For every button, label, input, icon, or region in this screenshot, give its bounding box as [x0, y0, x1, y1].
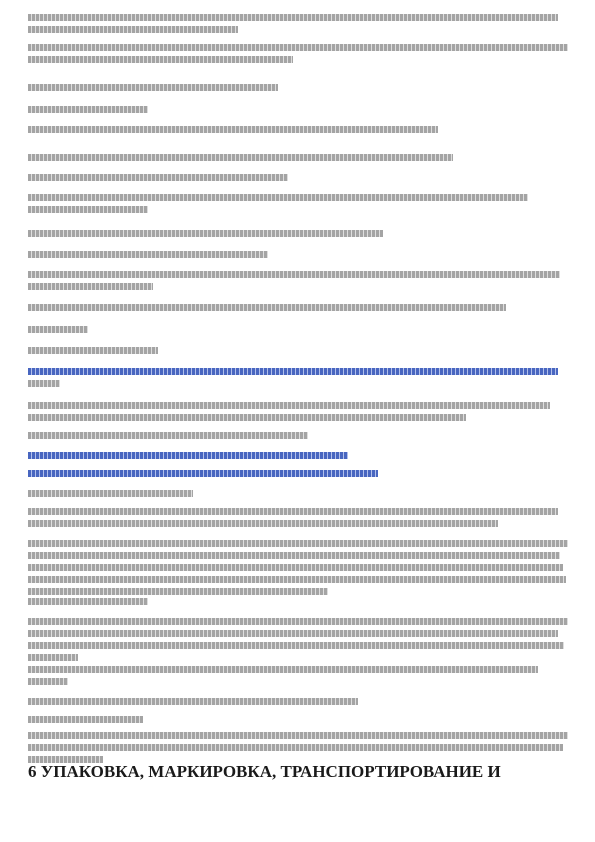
paragraph-manometer [28, 368, 568, 392]
paragraph-foam-barrel [28, 194, 568, 218]
paragraph-2 [28, 44, 568, 68]
paragraph-capacity [28, 347, 568, 359]
subsection-title-5-5-2 [28, 490, 568, 502]
subsection-title-5-5-3 [28, 598, 568, 610]
paragraph-setup [28, 540, 568, 600]
paragraph-1 [28, 14, 568, 38]
subsection-title-5-5 [28, 84, 568, 96]
subsection-title-5-5-4 [28, 716, 568, 728]
subsection-title-5-5-1 [28, 106, 568, 118]
paragraph-hose [28, 326, 568, 338]
section-heading: 6 УПАКОВКА, МАРКИРОВКА, ТРАНСПОРТИРОВАНИЕ И [28, 762, 501, 781]
paragraph-repeat [28, 698, 568, 710]
paragraph-procedure [28, 618, 568, 666]
paragraph-water [28, 470, 568, 482]
paragraph-crucible [28, 402, 568, 426]
paragraph-pump [28, 304, 568, 316]
figure-6-legend [28, 230, 568, 242]
paragraph-fuel [28, 452, 568, 464]
paragraph-test-conditions [28, 508, 568, 532]
paragraph-stopwatch [28, 432, 568, 444]
figure-5-legend [28, 154, 568, 166]
paragraph-reignition [28, 666, 568, 690]
paragraph-pan [28, 271, 568, 295]
paragraph-apparatus [28, 126, 568, 138]
figure-5-caption [28, 174, 568, 186]
figure-6-caption [28, 251, 568, 263]
